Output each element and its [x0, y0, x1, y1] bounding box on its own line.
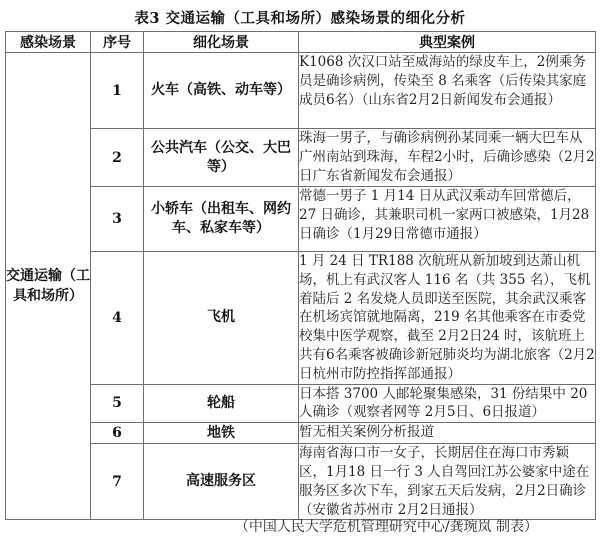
row-number-cell: 4: [91, 252, 144, 385]
table-header: [6, 32, 596, 53]
case-cell: 海南省海口市一女子，长期居住在海口市秀颖区，1月18 日一行 3 人自驾回江苏公婆家中途在服务区多次下车，到家五天后发病，2月2日确诊（安徽省苏州市 2月2日通报）: [299, 444, 596, 520]
table-row: [6, 444, 596, 520]
table-row: [6, 423, 596, 444]
row-number-cell: 3: [91, 187, 144, 252]
header-detailed-scenario: 细化场景: [144, 32, 299, 53]
table-row: [6, 384, 596, 423]
table-row: [6, 53, 596, 129]
table-credit: （中国人民大学危机管理研究中心/龚琬岚 制表）: [234, 519, 538, 535]
table-row: [6, 252, 596, 385]
scenario-cell: 小轿车（出租车、网约车、私家车等）: [144, 187, 299, 252]
scenario-cell: 轮船: [144, 384, 299, 423]
table-row: [6, 187, 596, 252]
header-row: [6, 32, 596, 53]
header-typical-case: 典型案例: [299, 32, 596, 53]
scenario-group-cell: 交通运输（工具和场所）: [6, 53, 91, 520]
row-number-cell: 1: [91, 53, 144, 129]
scenario-cell: 飞机: [144, 252, 299, 385]
case-cell: 日本搭 3700 人邮轮聚集感染，31 份结果中 20 人确诊（观察者网等 2月5日、6日报道）: [299, 384, 596, 423]
case-cell: 常德一男子 1 月14 日从武汉乘动车回常德后，27 日确诊，其兼职司机一家两口被感染，1月28 日确诊（1月29日常德市通报）: [299, 187, 596, 252]
scenario-cell: 高速服务区: [144, 444, 299, 520]
scenario-cell: 火车（高铁、动车等）: [144, 53, 299, 129]
header-infection-scenario: 感染场景: [6, 32, 91, 53]
scenario-cell: 公共汽车（公交、大巴等）: [144, 129, 299, 187]
case-cell: 珠海一男子，与确诊病例孙某同乘一辆大巴车从广州南站到珠海，车程2小时，后确诊感染（2月2日广东省新闻发布会通报）: [299, 129, 596, 187]
row-number-cell: 6: [91, 423, 144, 444]
table-body: [6, 53, 596, 520]
infection-scenario-table: [5, 31, 596, 520]
case-cell: 暂无相关案例分析报道: [299, 423, 596, 444]
row-number-cell: 2: [91, 129, 144, 187]
table-row: [6, 129, 596, 187]
case-cell: 1 月 24 日 TR188 次航班从新加坡到达萧山机场，机上有武汉客人 116 名（共 355 名），飞机着陆后 2 名发烧人员即送至医院，其余武汉乘客在机场宾馆就地隔离，219 名其他乘客在市委党校集中医学观察，截至 2月2日24 时，该航班上共有6名乘客被确诊新冠肺炎均为湖北旅客（2月2日杭州市防控指挥部通报）: [299, 252, 596, 385]
case-cell: K1068 次汉口站至威海站的绿皮车上，2例乘务员是确诊病例，传染至 8 名乘客（后传染其家庭成员6名）（山东省2月2日新闻发布会通报）: [299, 53, 596, 129]
header-serial-number: 序号: [91, 32, 144, 53]
scenario-cell: 地铁: [144, 423, 299, 444]
row-number-cell: 5: [91, 384, 144, 423]
table-title: 表3 交通运输（工具和场所）感染场景的细化分析: [134, 10, 466, 27]
row-number-cell: 7: [91, 444, 144, 520]
